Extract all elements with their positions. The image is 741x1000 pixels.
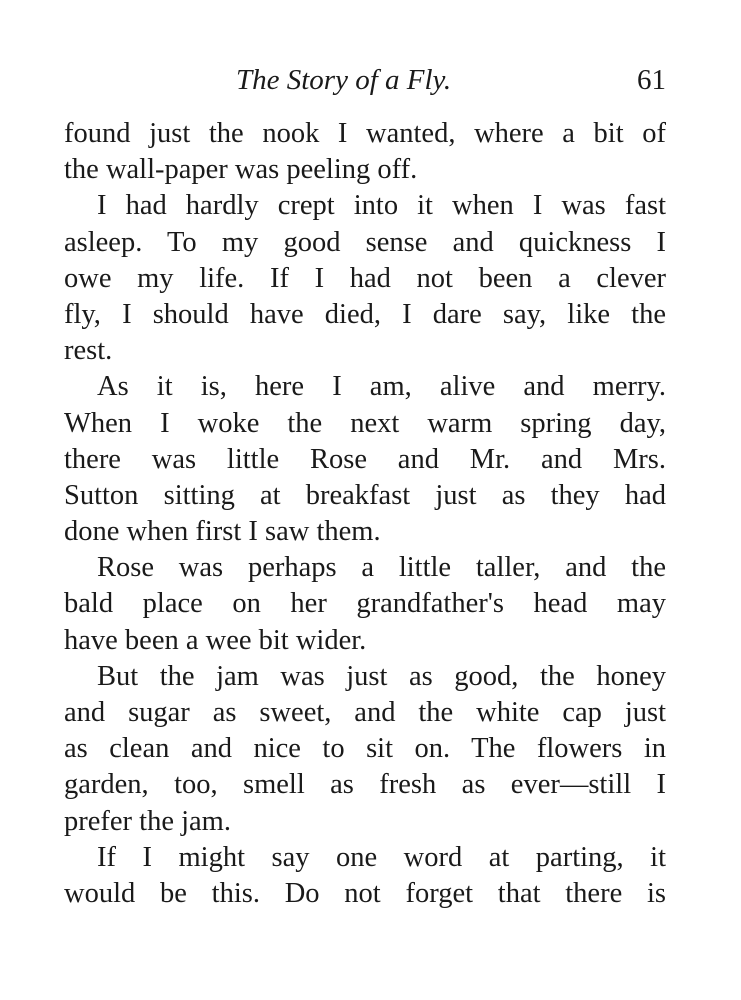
running-title: The Story of a Fly. bbox=[236, 64, 452, 96]
text-line: asleep. To my good sense and quickness I bbox=[64, 226, 666, 258]
text-line: found just the nook I wanted, where a bit of bbox=[64, 118, 666, 149]
text-line: garden, too, smell as fresh as ever—still I bbox=[64, 769, 666, 801]
text-line: When I woke the next warm spring day, bbox=[64, 407, 666, 439]
text-line: fly, I should have died, I dare say, like the bbox=[64, 298, 666, 330]
page-number: 61 bbox=[637, 64, 666, 96]
text-line: and sugar as sweet, and the white cap just bbox=[64, 697, 666, 728]
text-line: Rose was perhaps a little taller, and the bbox=[97, 552, 666, 584]
text-line: there was little Rose and Mr. and Mrs. bbox=[64, 443, 666, 475]
text-line: would be this. Do not forget that there is bbox=[64, 877, 666, 909]
text-line: rest. bbox=[64, 335, 113, 367]
text-line: Sutton sitting at breakfast just as they had bbox=[64, 479, 666, 511]
text-line: As it is, here I am, alive and merry. bbox=[97, 371, 666, 403]
text-line: But the jam was just as good, the honey bbox=[97, 660, 666, 692]
text-line: If I might say one word at parting, it bbox=[97, 841, 666, 873]
text-line: done when first I saw them. bbox=[64, 516, 381, 548]
text-line: the wall-paper was peeling off. bbox=[64, 154, 418, 186]
text-line: prefer the jam. bbox=[64, 805, 231, 837]
text-line: have been a wee bit wider. bbox=[64, 624, 367, 656]
text-line: bald place on her grandfather's head may bbox=[64, 588, 666, 620]
text-line: as clean and nice to sit on. The flowers in bbox=[64, 733, 666, 765]
text-line: I had hardly crept into it when I was fast bbox=[97, 190, 666, 222]
body-text bbox=[64, 116, 666, 912]
text-line: owe my life. If I had not been a clever bbox=[64, 262, 666, 294]
running-head bbox=[64, 60, 666, 100]
